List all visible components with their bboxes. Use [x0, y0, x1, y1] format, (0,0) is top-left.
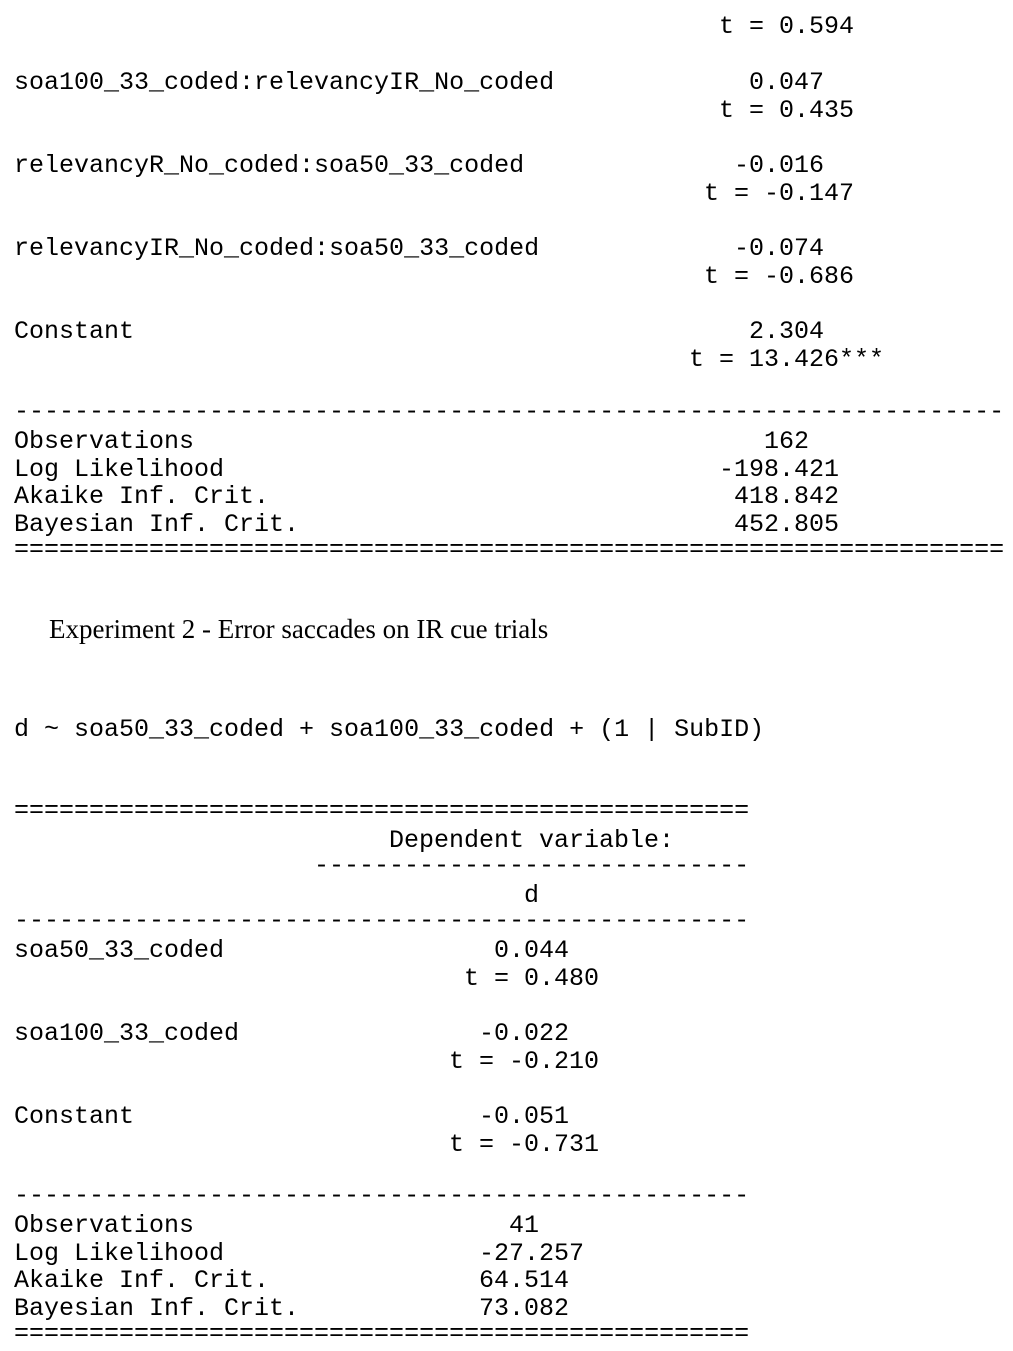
stat-label: Akaike Inf. Crit. [14, 482, 270, 511]
coef-cell: 0.047 [749, 68, 825, 97]
stat-value: 452.805 [734, 510, 840, 539]
term-label: relevancyR_No_coded:soa50_33_coded [14, 151, 525, 180]
stat-label: Bayesian Inf. Crit. [14, 1294, 300, 1323]
tstat-cell: t = -0.686 [704, 262, 855, 291]
double-rule: ================================================================== [14, 540, 1004, 560]
tstat-cell: t = 0.435 [719, 96, 855, 125]
coef-cell: -0.074 [734, 234, 825, 263]
section-heading: Experiment 2 - Error saccades on IR cue trials [49, 614, 549, 644]
stat-value: 162 [764, 427, 810, 456]
stat-label: Observations [14, 1211, 195, 1240]
stat-value: 73.082 [479, 1294, 570, 1323]
tstat-cell: t = -0.147 [704, 179, 855, 208]
tstat-cell: t = 13.426*** [689, 345, 885, 374]
tstat-cell: t = -0.210 [449, 1047, 600, 1076]
coef-cell: -0.051 [479, 1102, 570, 1131]
stat-label: Akaike Inf. Crit. [14, 1266, 270, 1295]
dash-rule: ------------------------------------------------- [14, 911, 749, 931]
stat-value: 64.514 [479, 1266, 570, 1295]
tstat-cell: t = 0.594 [719, 12, 855, 41]
tstat-cell: t = -0.731 [449, 1130, 600, 1159]
term-label: Constant [14, 1102, 135, 1131]
coef-cell: -0.016 [734, 151, 825, 180]
stat-label: Bayesian Inf. Crit. [14, 510, 300, 539]
dash-rule: ----------------------------- [314, 856, 749, 876]
tstat-cell: t = 0.480 [464, 964, 600, 993]
stat-label: Log Likelihood [14, 1239, 225, 1268]
coef-cell: 0.044 [494, 936, 570, 965]
double-rule: ================================================= [14, 801, 749, 821]
dash-rule: ------------------------------------------------- [14, 1186, 749, 1206]
coef-cell: 2.304 [749, 317, 825, 346]
dependent-variable-name: d [524, 881, 540, 910]
stat-value: -27.257 [479, 1239, 585, 1268]
stat-label: Log Likelihood [14, 455, 225, 484]
term-label: soa100_33_coded [14, 1019, 240, 1048]
dependent-variable-title: Dependent variable: [389, 826, 675, 855]
stat-value: 41 [509, 1211, 540, 1240]
double-rule: ================================================= [14, 1324, 749, 1344]
dash-rule: ------------------------------------------------------------------ [14, 402, 1004, 422]
term-label: relevancyIR_No_coded:soa50_33_coded [14, 234, 540, 263]
stat-value: -198.421 [719, 455, 840, 484]
stat-label: Observations [14, 427, 195, 456]
term-label: soa50_33_coded [14, 936, 225, 965]
coef-cell: -0.022 [479, 1019, 570, 1048]
stat-value: 418.842 [734, 482, 840, 511]
term-label: Constant [14, 317, 135, 346]
model-formula: d ~ soa50_33_coded + soa100_33_coded + (1 | SubID) [14, 715, 765, 744]
term-label: soa100_33_coded:relevancyIR_No_coded [14, 68, 555, 97]
